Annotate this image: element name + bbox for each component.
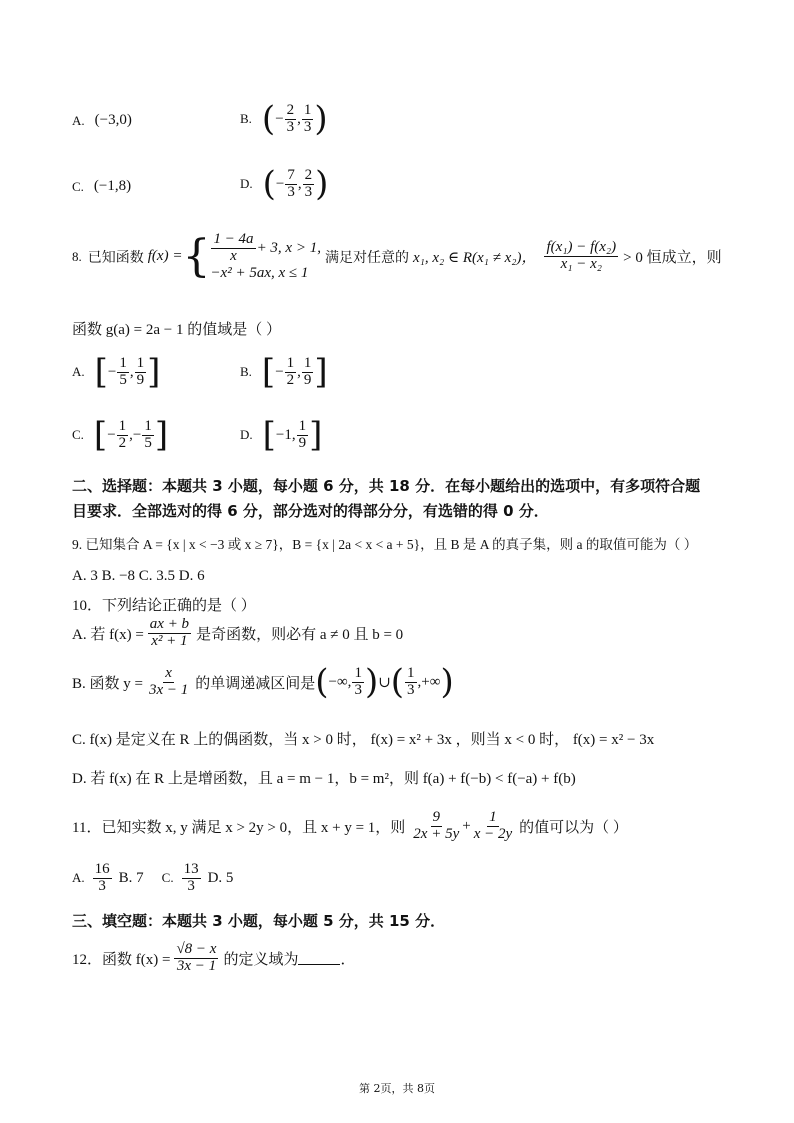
frac-den: 3 — [304, 183, 313, 200]
frac-den: 3 — [287, 183, 295, 200]
q7-option-b: B. ( − $\frac{2}{3}$ , $\frac{1}{3}$ ) — [240, 99, 328, 139]
frac-num: 1 — [144, 417, 152, 434]
frac-num: 7 — [287, 166, 295, 183]
frac-den: 9 — [303, 371, 312, 388]
frac-den: 3 — [303, 118, 312, 135]
option-label: D. — [240, 427, 253, 442]
option-label: B. — [240, 364, 252, 379]
frac-num: 1 — [354, 664, 362, 681]
option-value: (−1,8) — [93, 178, 132, 194]
function-name: f(x) = — [147, 248, 183, 264]
option-label: B. — [240, 111, 252, 126]
option-label: C. — [72, 427, 84, 442]
option-label: A. — [72, 870, 85, 886]
math-expression: x₁, x₂ ∈ R(x₁ ≠ x₂)， — [412, 250, 537, 266]
option-text: D. 5 — [207, 869, 234, 886]
q10-option-d: D. 若 f(x) 在 R 上是增函数，且 a = m − 1，b = m²，则 f(a) + f(−b) < f(−a) + f(b) — [72, 771, 576, 787]
option-label: C. — [72, 178, 84, 194]
interval-part: −∞, — [328, 673, 352, 690]
frac-num: 16 — [94, 861, 110, 877]
question-11-options — [72, 862, 233, 895]
option-label: A. — [72, 112, 85, 128]
option-value: (−3,0) — [94, 112, 132, 128]
frac-num: 13 — [183, 861, 199, 877]
question-text: 已知函数 — [87, 249, 144, 266]
frac-num: 1 — [303, 101, 312, 118]
q7-option-c — [72, 178, 131, 195]
option-text: B. 7 — [118, 869, 144, 886]
q7-option-a — [72, 112, 132, 129]
q8-option-b: B. [ − $\frac{1}{2}$ , $\frac{1}{9}$ ] — [240, 352, 328, 392]
piecewise-cases — [210, 232, 321, 281]
option-text: A. 若 f(x) = — [72, 626, 144, 643]
question-9-options: A. 3 B. −8 C. 3.5 D. 6 — [72, 568, 205, 584]
question-8-stem: 8. 已知函数 f(x) = { $\frac{1 - 4a}{x}$ + 3, x > 1, −x² + 5ax, x ≤ 1 满足对任意的 x₁, x₂ ∈ R(x₁ ≠ x₂)， $\frac{\text{f(x₁) − f(x₂)}}{\text{x₁ − x₂}}$ > 0 恒成立，则 — [72, 230, 722, 282]
frac-num: ax + b — [149, 616, 190, 632]
frac-den: 3x − 1 — [176, 957, 217, 974]
frac-den: x — [230, 247, 237, 264]
frac-den: 3 — [354, 681, 362, 698]
case-2: −x² + 5ax, x ≤ 1 — [210, 264, 309, 281]
page-footer: 第 2页，共 8页 — [359, 1082, 435, 1095]
plus-sign: + — [462, 817, 471, 834]
frac-den: 3 — [407, 681, 415, 698]
question-text: 11．已知实数 x, y 满足 x > 2y > 0，且 x + y = 1，则 — [72, 819, 406, 836]
frac-den: 2 — [286, 371, 295, 388]
q8-option-a: A. [ − $\frac{1}{5}$ , $\frac{1}{9}$ ] — [72, 352, 161, 392]
section-3-heading: 三、填空题：本题共 3 小题，每小题 5 分，共 15 分． — [72, 912, 446, 930]
question-10-stem: 10．下列结论正确的是（ ） — [72, 598, 256, 614]
frac-den: x² + 1 — [151, 632, 188, 649]
case-1: + 3, x > 1, — [256, 240, 321, 256]
frac-den: 9 — [136, 371, 145, 388]
frac-num: 1 — [298, 417, 307, 434]
union-symbol: ∪ — [378, 674, 391, 691]
frac-num: 1 — [489, 809, 497, 825]
option-text: 是奇函数，则必有 a ≠ 0 且 b = 0 — [196, 626, 404, 643]
frac-num: 1 — [118, 417, 127, 434]
frac-den: 9 — [298, 434, 307, 451]
question-8-line2: 函数 g(a) = 2a − 1 的值域是（ ） — [72, 322, 281, 338]
frac-num: 9 — [432, 809, 441, 825]
frac-num: √8 − x — [176, 941, 217, 957]
interval-part: ,+∞ — [417, 673, 441, 690]
frac-den: 2x + 5y — [413, 825, 460, 842]
frac-den: 3 — [187, 877, 195, 894]
frac-den: 5 — [119, 371, 127, 388]
q8-option-d: D. [ −1, $\frac{1}{9}$ ] — [240, 415, 323, 455]
frac-den: 3 — [286, 118, 295, 135]
option-value: −1, — [275, 426, 296, 443]
frac-num: x — [165, 664, 172, 681]
frac-num: 2 — [304, 166, 313, 183]
frac-den: x − 2y — [473, 825, 513, 842]
frac-den: 3x − 1 — [148, 681, 189, 698]
question-text: 满足对任意的 — [324, 249, 409, 266]
q7-option-d: D. ( − $\frac{7}{3}$ , $\frac{2}{3}$ ) — [240, 164, 329, 204]
option-text: 的单调递减区间是 — [195, 675, 316, 692]
question-text: 的值可以为（ ） — [519, 819, 628, 836]
frac-num: 1 — [286, 354, 295, 371]
frac-num: 2 — [286, 101, 295, 118]
question-number: 8. — [72, 248, 82, 264]
frac-den: 3 — [98, 877, 106, 894]
q10-option-b: B. 函数 y = $\frac{x}{3x - 1}$ 的单调递减区间是 ( −∞, $\frac{1}{3}$ ) ∪ ( $\frac{1}{3}$ ,+∞ ) — [72, 662, 454, 702]
section-2-heading-line1: 二、选择题：本题共 3 小题，每小题 6 分，共 18 分．在每小题给出的选项中，有多项符合题 — [72, 477, 701, 495]
question-12 — [72, 942, 356, 975]
q10-option-c: C. f(x) 是定义在 R 上的偶函数，当 x > 0 时， f(x) = x² + 3x ，则当 x < 0 时， f(x) = x² − 3x — [72, 732, 655, 748]
section-2-heading-line2: 目要求．全部选对的得 6 分，部分选对的得部分分，有选错的得 0 分． — [72, 502, 549, 520]
frac-num: f(x₁) − f(x₂) — [546, 239, 617, 256]
question-text: 的定义域为 — [223, 951, 299, 968]
frac-num: 1 — [119, 354, 127, 371]
frac-den: 5 — [144, 434, 152, 451]
option-label: C. — [161, 870, 174, 886]
option-label: A. — [72, 364, 85, 379]
question-text: > 0 恒成立，则 — [623, 250, 722, 266]
question-text: 12．函数 f(x) = — [72, 951, 171, 968]
option-text: B. 函数 y = — [72, 675, 143, 692]
frac-den: 2 — [118, 434, 127, 451]
frac-den: x₁ − x₂ — [560, 256, 602, 272]
q8-option-c: C. [ − $\frac{1}{2}$ ,− $\frac{1}{5}$ ] — [72, 415, 169, 455]
q10-option-a — [72, 617, 403, 650]
period: ． — [340, 951, 356, 968]
option-label: D. — [240, 176, 253, 191]
frac-num: 1 — [136, 354, 145, 371]
question-9-stem: 9. 已知集合 A = {x | x < −3 或 x ≥ 7}，B = {x | 2a < x < a + 5}，且 B 是 A 的真子集，则 a 的取值可能为（ ） — [72, 537, 698, 552]
question-11-stem — [72, 810, 628, 843]
frac-num: 1 — [407, 664, 415, 681]
frac-num: 1 − 4a — [213, 231, 254, 247]
answer-blank[interactable] — [298, 952, 340, 965]
frac-num: 1 — [303, 354, 312, 371]
